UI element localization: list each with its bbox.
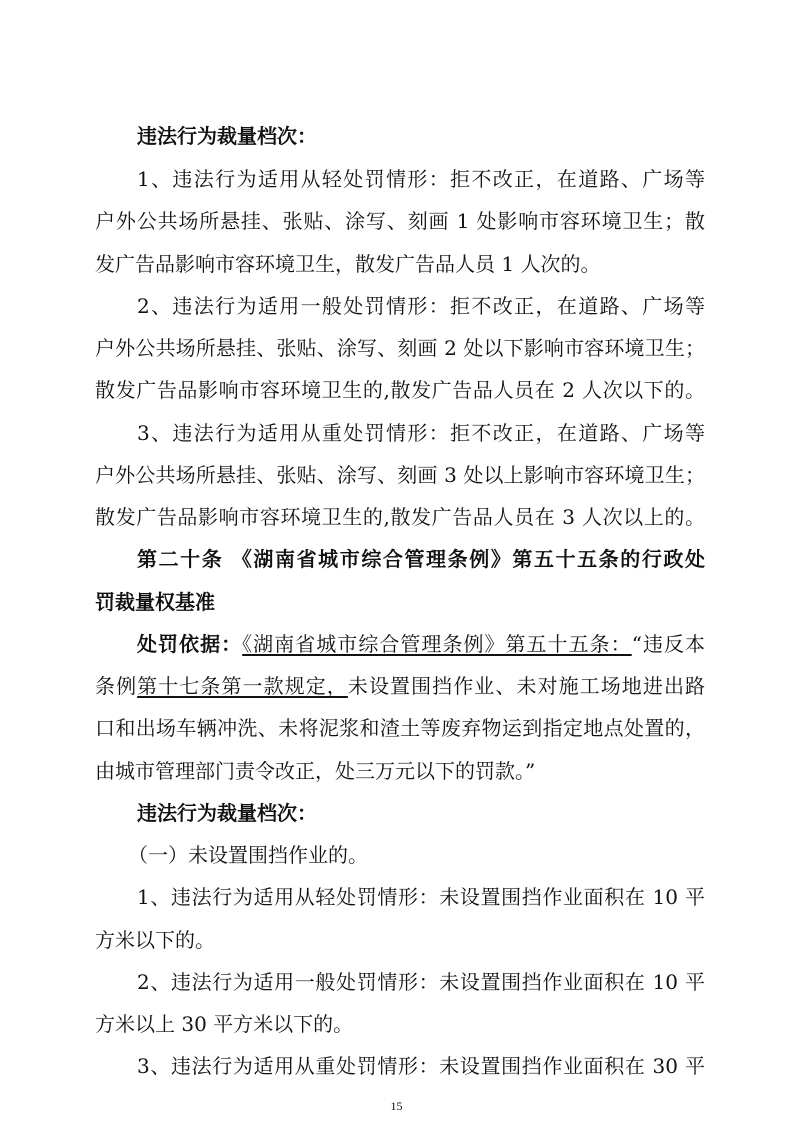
basis-line: [137, 631, 705, 657]
page-number: 15: [390, 1099, 403, 1113]
basis-label: 处罚依据：: [137, 632, 243, 656]
paragraph-line: 2、违法行为适用一般处罚情形：未设置围挡作业面积在 10 平: [137, 970, 705, 994]
paragraph-line: 3、违法行为适用从重处罚情形：拒不改正，在道路、广场等: [137, 421, 705, 445]
paragraph-line: 户外公共场所悬挂、张贴、涂写、刻画 3 处以上影响市容环境卫生；: [95, 463, 705, 487]
paragraph-line: 方米以上 30 平方米以下的。: [95, 1012, 354, 1036]
paragraph-line: 由城市管理部门责令改正，处三万元以下的罚款。”: [95, 759, 536, 783]
paragraph-line: 口和出场车辆冲洗、未将泥浆和渣土等废弃物运到指定地点处置的，: [95, 716, 705, 740]
section-heading: 违法行为裁量档次：: [137, 801, 317, 825]
article-heading: 罚裁量权基准: [95, 590, 215, 614]
paragraph-line: 发广告品影响市容环境卫生，散发广告品人员 1 人次的。: [95, 252, 601, 276]
paragraph-line: 1、违法行为适用从轻处罚情形：拒不改正，在道路、广场等: [137, 167, 705, 191]
paragraph-line: 户外公共场所悬挂、张贴、涂写、刻画 2 处以下影响市容环境卫生；: [95, 336, 705, 360]
paragraph-line: 户外公共场所悬挂、张贴、涂写、刻画 1 处影响市容环境卫生；散: [95, 209, 705, 233]
paragraph-line: 方米以下的。: [95, 928, 215, 952]
paragraph-line: 3、违法行为适用从重处罚情形：未设置围挡作业面积在 30 平: [137, 1054, 705, 1078]
basis-text: 未设置围挡作业、未对施工场地进出路: [347, 674, 706, 698]
paragraph-line: 1、违法行为适用从轻处罚情形：未设置围挡作业面积在 10 平: [137, 885, 705, 909]
clause-reference: 第十七条第一款规定，: [137, 674, 348, 698]
paragraph-line: 散发广告品影响市容环境卫生的,散发广告品人员在 3 人次以上的。: [95, 505, 705, 529]
section-heading: 违法行为裁量档次：: [137, 124, 317, 148]
article-heading: 第二十条 《湖南省城市综合管理条例》第五十五条的行政处: [137, 547, 705, 571]
law-reference: 《湖南省城市综合管理条例》第五十五条：: [242, 632, 632, 656]
basis-text: 条例: [95, 674, 138, 698]
subsection-title: （一）未设置围挡作业的。: [128, 843, 368, 867]
basis-text: “违反本: [631, 632, 706, 656]
paragraph-line: 散发广告品影响市容环境卫生的,散发广告品人员在 2 人次以下的。: [95, 378, 705, 402]
paragraph-line: 2、违法行为适用一般处罚情形：拒不改正，在道路、广场等: [137, 294, 705, 318]
basis-line: [95, 673, 705, 699]
